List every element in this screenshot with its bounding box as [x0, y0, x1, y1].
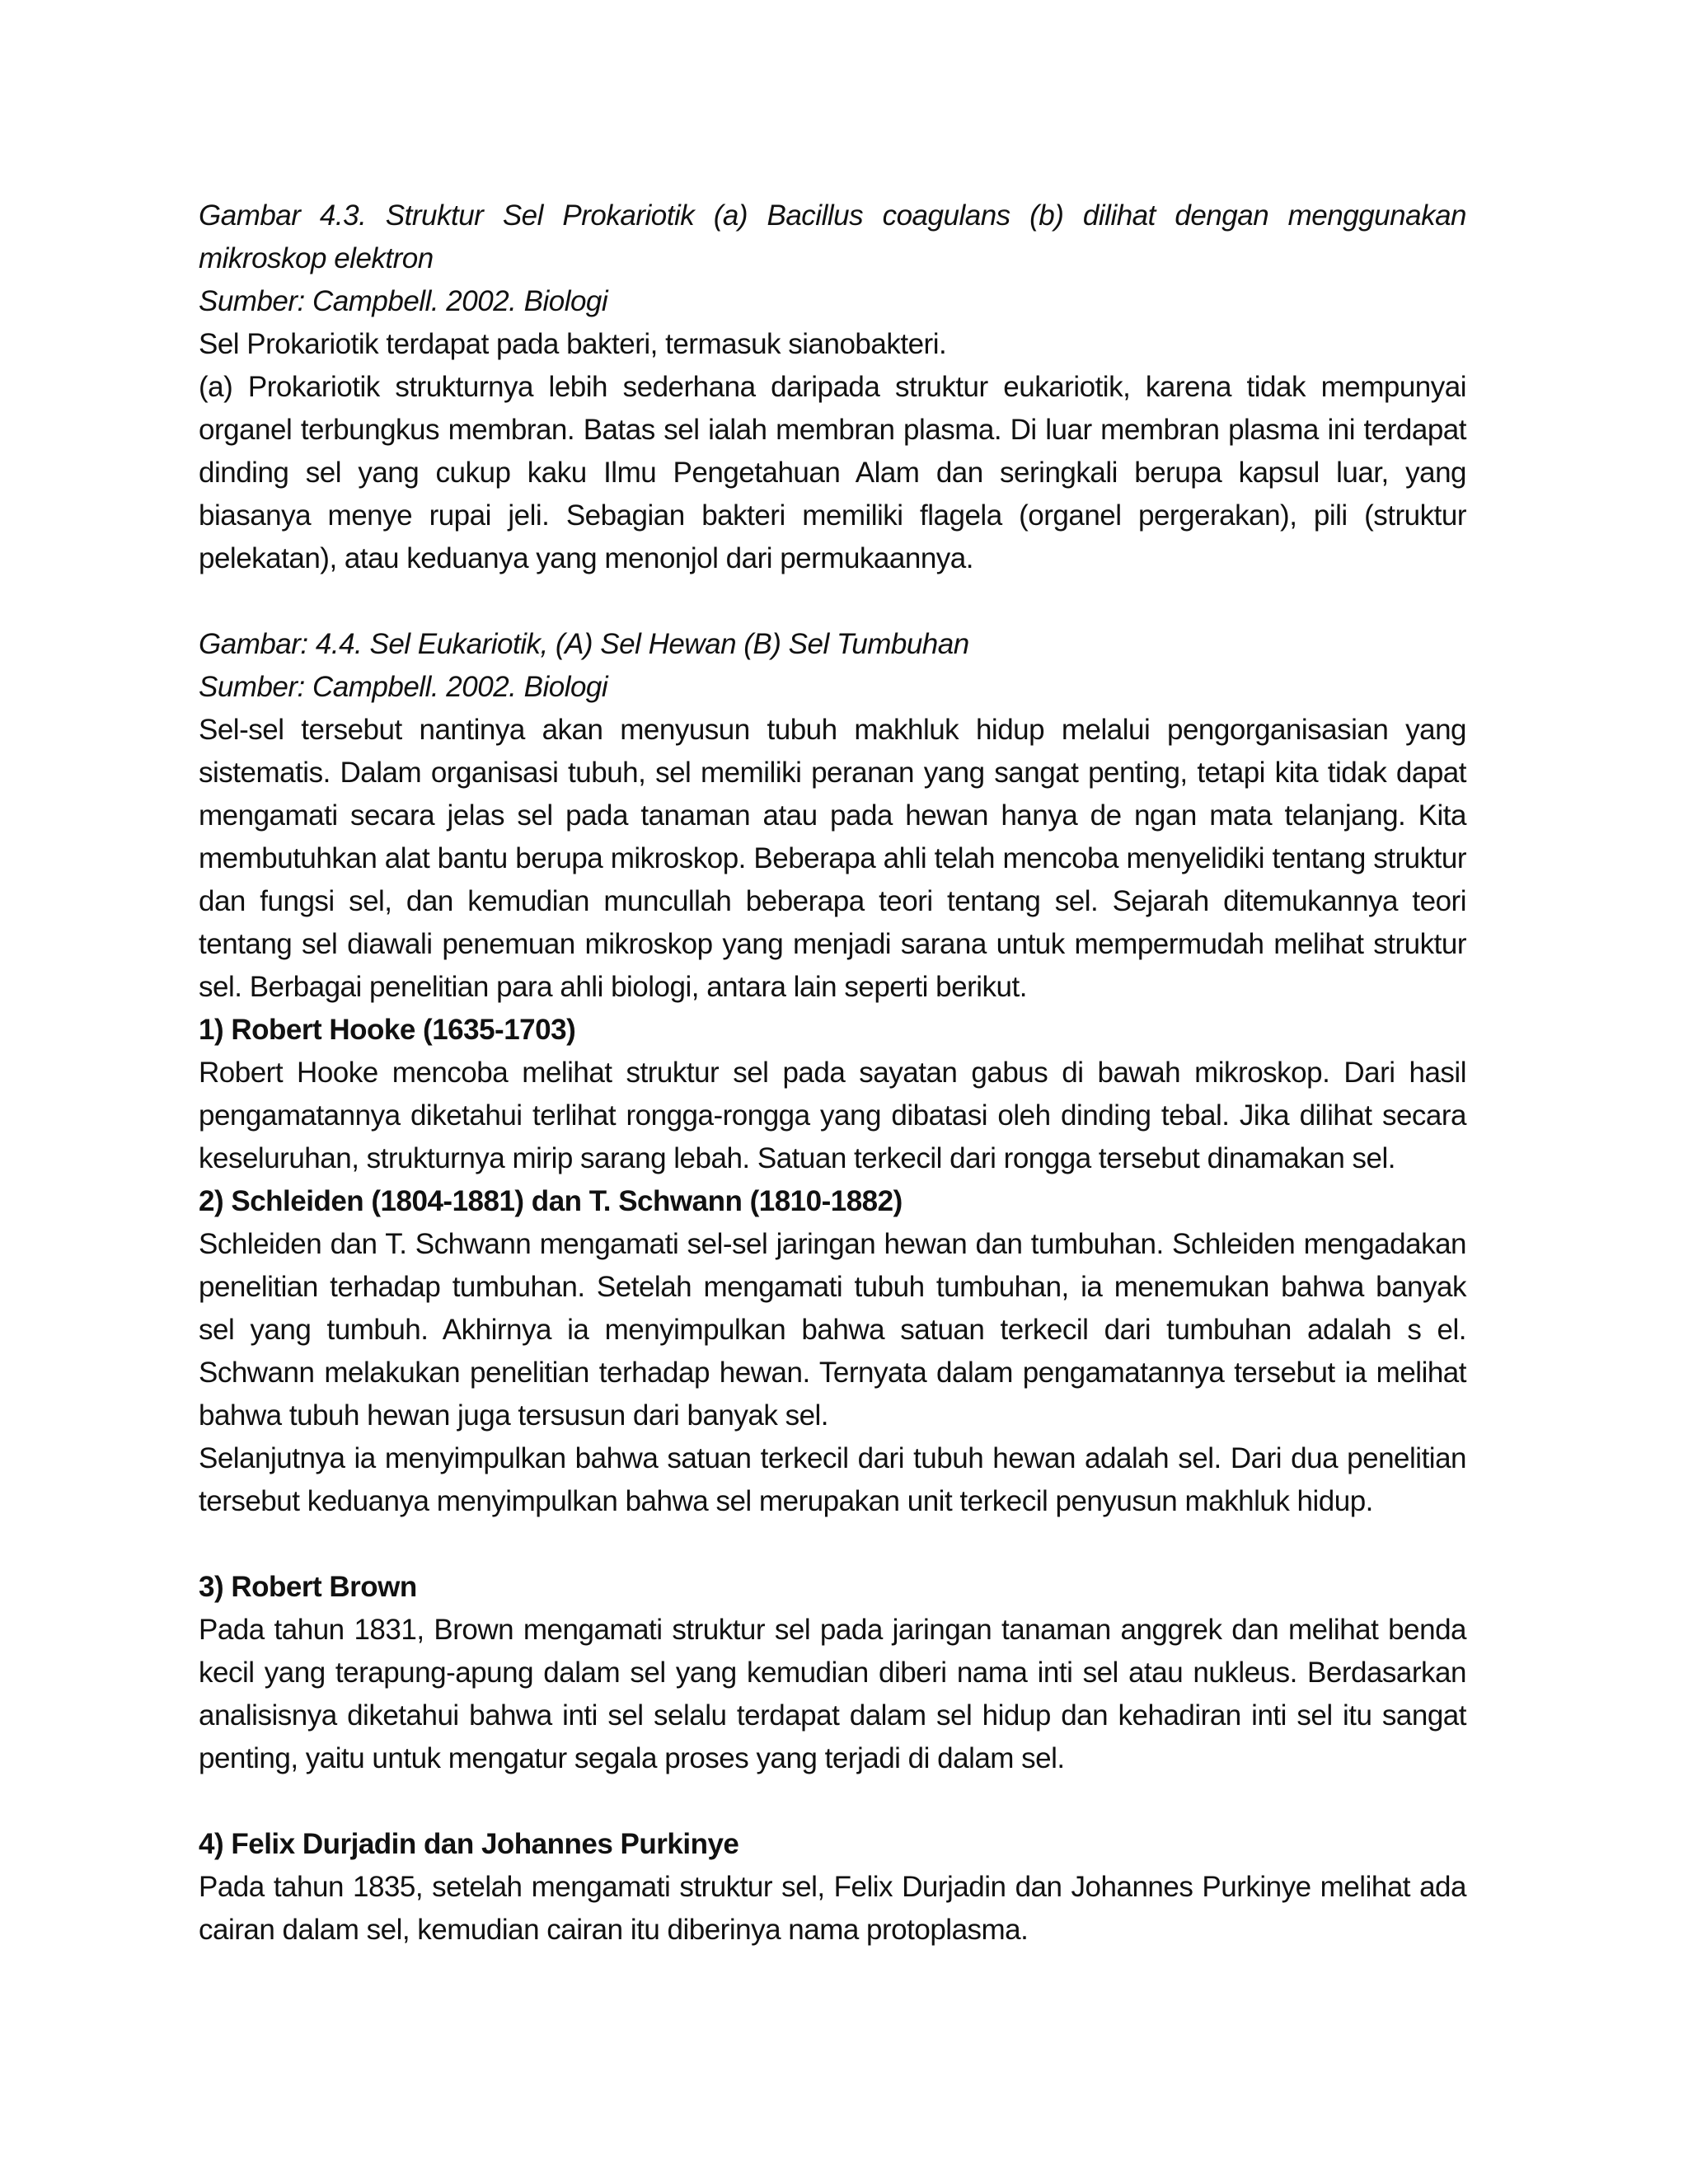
prokaryote-body: (a) Prokariotik strukturnya lebih sederhana daripada struktur eukariotik, karena tidak mempunyai organel terbungkus membran. Batas sel ialah membran plasma. Di luar membran plasma ini terdapat dinding sel yang cukup kaku Ilmu Pengetahuan Alam dan seringkali berupa kapsul luar, yang biasanya menye rupai jeli. Sebagian bakteri memiliki flagela (organel pergerakan), pili (struktur pelekatan), atau keduanya yang menonjol dari permukaannya.: [199, 371, 1466, 574]
figure-4-4-caption: Gambar: 4.4. Sel Eukariotik, (A) Sel Hewan (B) Sel Tumbuhan: [199, 628, 969, 660]
section-heading-brown: 3) Robert Brown: [199, 1571, 417, 1603]
section-body-schleiden: Schleiden dan T. Schwann mengamati sel-sel jaringan hewan dan tumbuhan. Schleiden mengadakan penelitian terhadap tumbuhan. Setelah mengamati tubuh tumbuhan, ia menemukan bahwa banyak sel yang tumbuh. Akhirnya ia menyimpulkan bahwa satuan terkecil dari tumbuhan adalah s el. Schwann melakukan penelitian terhadap hewan. Ternyata dalam pengamatannya tersebut ia melihat bahwa tubuh hewan juga tersusun dari banyak sel.: [199, 1228, 1466, 1432]
section-heading-hooke: 1) Robert Hooke (1635-1703): [199, 1014, 576, 1046]
section-heading-durjadin: 4) Felix Durjadin dan Johannes Purkinye: [199, 1828, 739, 1860]
spacer: [199, 1523, 1466, 1566]
figure-4-3-source: Sumber: Campbell. 2002. Biologi: [199, 285, 608, 317]
spacer: [199, 580, 1466, 623]
figure-4-3-caption: Gambar 4.3. Struktur Sel Prokariotik (a) Bacillus coagulans (b) dilihat dengan menggunakan mikroskop elektron: [199, 199, 1466, 274]
section-heading-schleiden: 2) Schleiden (1804-1881) dan T. Schwann (1810-1882): [199, 1185, 903, 1217]
section-body-hooke: Robert Hooke mencoba melihat struktur sel pada sayatan gabus di bawah mikroskop. Dari hasil pengamatannya diketahui terlihat rongga-rongga yang dibatasi oleh dinding tebal. Jika dilihat secara keseluruhan, strukturnya mirip sarang lebah. Satuan terkecil dari rongga tersebut dinamakan sel.: [199, 1057, 1466, 1174]
spacer: [199, 1780, 1466, 1823]
figure-4-4-source: Sumber: Campbell. 2002. Biologi: [199, 671, 608, 703]
section-body-schleiden-conclusion: Selanjutnya ia menyimpulkan bahwa satuan terkecil dari tubuh hewan adalah sel. Dari dua penelitian tersebut keduanya menyimpulkan bahwa sel merupakan unit terkecil penyusun makhluk hidup.: [199, 1442, 1466, 1517]
document-page: [199, 194, 1466, 1952]
cells-intro-paragraph: Sel-sel tersebut nantinya akan menyusun tubuh makhluk hidup melalui pengorganisasian yang sistematis. Dalam organisasi tubuh, sel memiliki peranan yang sangat penting, tetapi kita tidak dapat mengamati secara jelas sel pada tanaman atau pada hewan hanya de ngan mata telanjang. Kita membutuhkan alat bantu berupa mikroskop. Beberapa ahli telah mencoba menyelidiki tentang struktur dan fungsi sel, dan kemudian muncullah beberapa teori tentang sel. Sejarah ditemukannya teori tentang sel diawali penemuan mikroskop yang menjadi sarana untuk mempermudah melihat struktur sel. Berbagai penelitian para ahli biologi, antara lain seperti berikut.: [199, 714, 1466, 1003]
section-body-durjadin: Pada tahun 1835, setelah mengamati struktur sel, Felix Durjadin dan Johannes Purkinye melihat ada cairan dalam sel, kemudian cairan itu diberinya nama protoplasma.: [199, 1871, 1466, 1946]
section-body-brown: Pada tahun 1831, Brown mengamati struktur sel pada jaringan tanaman anggrek dan melihat benda kecil yang terapung-apung dalam sel yang kemudian diberi nama inti sel atau nukleus. Berdasarkan analisisnya diketahui bahwa inti sel selalu terdapat dalam sel hidup dan kehadiran inti sel itu sangat penting, yaitu untuk mengatur segala proses yang terjadi di dalam sel.: [199, 1614, 1466, 1774]
prokaryote-intro: Sel Prokariotik terdapat pada bakteri, termasuk sianobakteri.: [199, 328, 947, 360]
